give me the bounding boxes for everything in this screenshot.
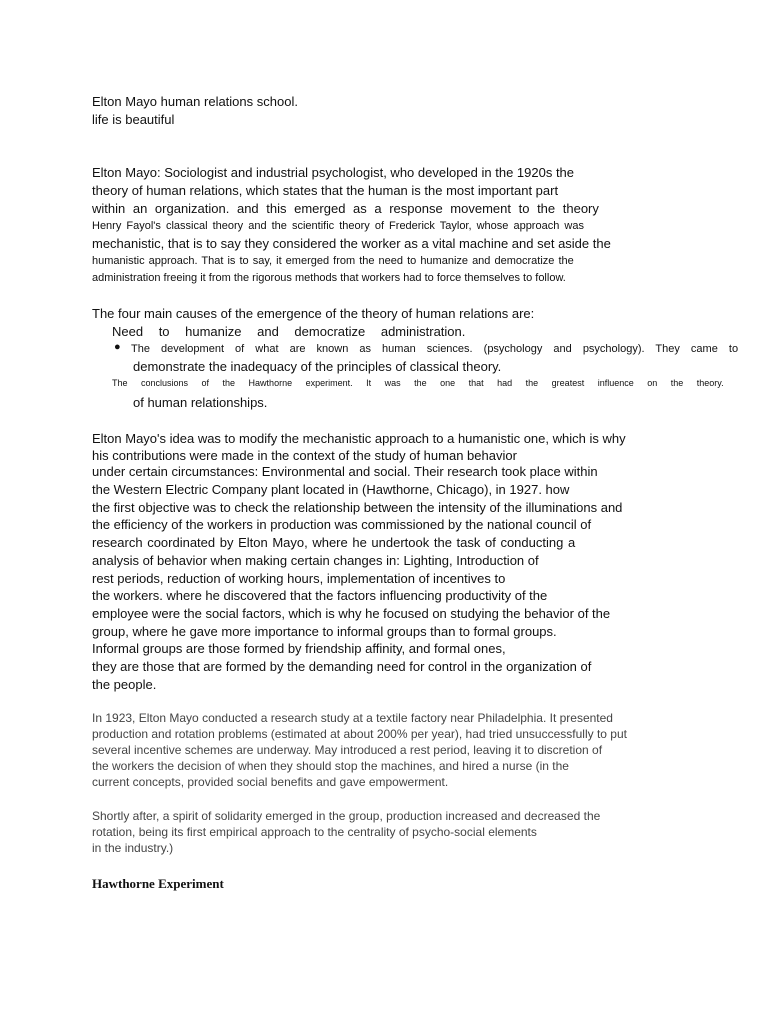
section-title-hawthorne: Hawthorne Experiment (92, 876, 224, 891)
idea-line-10: the workers. where he discovered that the factors influencing productivity of the (92, 588, 548, 603)
idea-line-1: Elton Mayo's idea was to modify the mechanistic approach to a humanistic one, which is why (92, 431, 626, 446)
intro-line-1 (92, 164, 586, 182)
idea-line-13: Informal groups are those formed by friendship affinity, and formal ones, (92, 641, 506, 656)
intro-line-4: Henry Fayol's classical theory and the scientific theory of Frederick Taylor, whose approach was (92, 220, 584, 232)
idea-line-7: research coordinated by Elton Mayo, where he undertook the task of conducting a (92, 535, 576, 550)
doc-title: Elton Mayo human relations school. (92, 94, 298, 109)
idea-line-5: the first objective was to check the relationship between the intensity of the illuminations and (92, 500, 623, 515)
intro-line-7: administration freeing it from the rigorous methods that workers had to force themselves to follow. (92, 272, 566, 284)
intro-line-6: humanistic approach. That is to say, it emerged from the need to humanize and democratize the (92, 255, 574, 267)
idea-line-6: the efficiency of the workers in production was commissioned by the national council of (92, 517, 592, 532)
idea-line-14: they are those that are formed by the demanding need for control in the organization of (92, 659, 592, 674)
intro-line-2: theory of human relations, which states that the human is the most important part (92, 183, 559, 198)
causes-heading: The four main causes of the emergence of the theory of human relations are: (92, 306, 535, 321)
cause-item-3-line-2: of human relationships. (133, 395, 268, 410)
intro-line-3: within an organization. and this emerged as a response movement to the theory (92, 201, 599, 216)
solidarity-line-3: in the industry.) (92, 841, 174, 855)
bullet-icon: ● (114, 341, 121, 353)
study-line-4: the workers the decision of when they should stop the machines, and hired a nurse (in the (92, 759, 569, 773)
cause-item-2-line-1: The development of what are known as human sciences. (psychology and psychology). They came to (131, 343, 739, 355)
intro-line-1-text: Elton Mayo: Sociologist and industrial psychologist, who developed in the 1920s the (92, 165, 575, 180)
idea-line-3: under certain circumstances: Environmental and social. Their research took place within (92, 464, 598, 479)
study-line-1: In 1923, Elton Mayo conducted a research study at a textile factory near Philadelphia. It presented (92, 711, 613, 725)
idea-line-8: analysis of behavior when making certain changes in: Lighting, Introduction of (92, 553, 539, 568)
study-line-3: several incentive schemes are underway. May introduced a rest period, leaving it to discretion of (92, 743, 603, 757)
idea-line-9: rest periods, reduction of working hours, implementation of incentives to (92, 571, 506, 586)
cause-item-2-line-2: demonstrate the inadequacy of the principles of classical theory. (133, 359, 502, 374)
solidarity-line-2: rotation, being its first empirical approach to the centrality of psycho-social elements (92, 825, 537, 839)
idea-line-4: the Western Electric Company plant located in (Hawthorne, Chicago), in 1927. how (92, 482, 570, 497)
doc-subtitle: life is beautiful (92, 112, 175, 127)
intro-line-5: mechanistic, that is to say they considered the worker as a vital machine and set aside the (92, 236, 611, 251)
idea-line-2: his contributions were made in the context of the study of human behavior (92, 448, 517, 463)
solidarity-line-1: Shortly after, a spirit of solidarity emerged in the group, production increased and decreased the (92, 809, 601, 823)
study-line-2: production and rotation problems (estimated at about 200% per year), had tried unsuccessfully to put (92, 727, 627, 741)
idea-line-15: the people. (92, 677, 157, 692)
cause-item-3-line-1: The conclusions of the Hawthorne experiment. It was the one that had the greatest influence on the theory. (112, 378, 724, 388)
idea-line-11: employee were the social factors, which is why he focused on studying the behavior of the (92, 606, 611, 621)
cause-item-1: Need to humanize and democratize administration. (112, 324, 466, 339)
study-line-5: current concepts, provided social benefits and gave empowerment. (92, 775, 449, 789)
idea-line-12: group, where he gave more importance to informal groups than to formal groups. (92, 624, 557, 639)
